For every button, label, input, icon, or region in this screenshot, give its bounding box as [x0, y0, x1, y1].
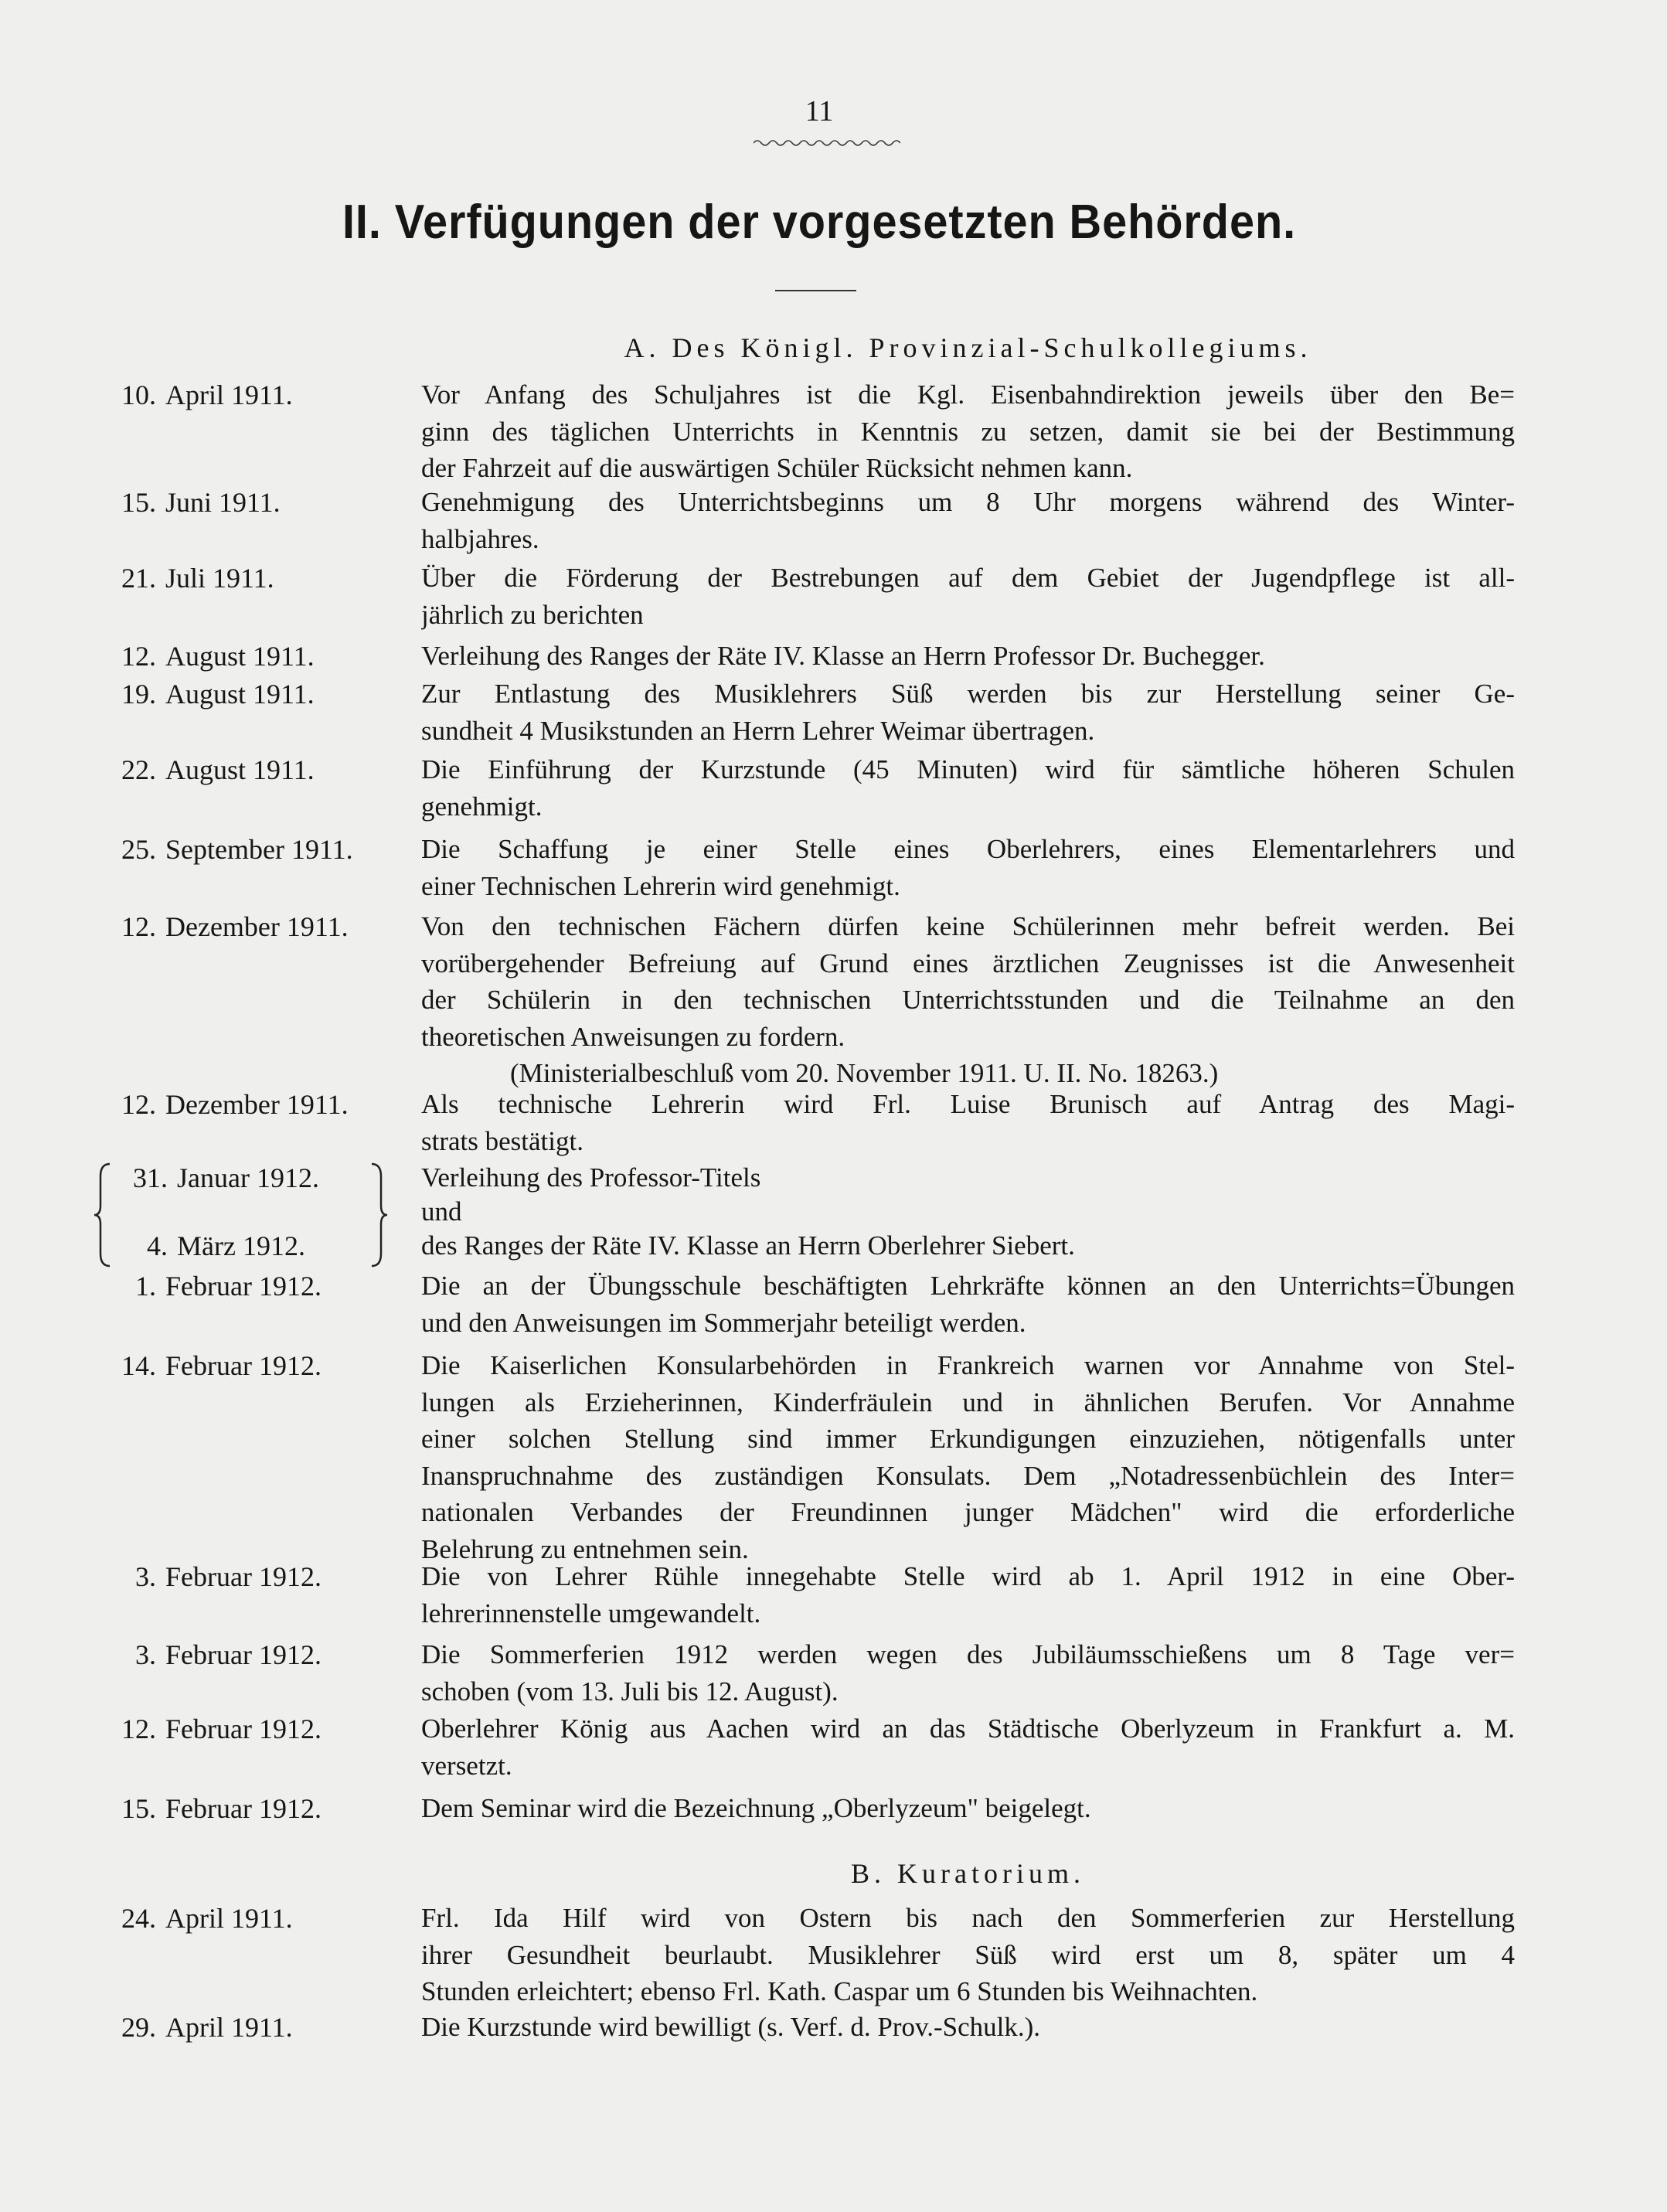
- entry-text-line: Zur Entlastung des Musiklehrers Süß werden bis zur Herstellung seiner Ge-: [421, 679, 1515, 709]
- date-day: 19.: [121, 679, 156, 710]
- page-number: 11: [805, 95, 834, 128]
- wavy-ornament: [754, 138, 900, 148]
- entry-text-line: genehmigt.: [421, 791, 543, 822]
- entry-text-line: und den Anweisungen im Sommerjahr beteiligt werden.: [421, 1307, 1026, 1338]
- date-day: 21.: [121, 563, 156, 594]
- entry-text-line: theoretischen Anweisungen zu fordern.: [421, 1021, 845, 1052]
- date-month: August 1911.: [165, 679, 315, 710]
- entry-date: [93, 831, 394, 868]
- entry-text-line: Vor Anfang des Schuljahres ist die Kgl. Eisenbahndirektion jeweils über den Be=: [421, 379, 1515, 410]
- date-month: April 1911.: [165, 1903, 293, 1934]
- entry-text-line: lungen als Erzieherinnen, Kinderfräulein und in ähnlichen Berufen. Vor Annahme: [421, 1387, 1515, 1417]
- date-day: 15.: [121, 487, 156, 518]
- title-divider: [775, 290, 856, 291]
- date-month: Dezember 1911.: [165, 1089, 349, 1120]
- entry-date: [93, 1636, 394, 1673]
- date-day: 31.: [133, 1162, 168, 1193]
- entry-text-line: der Fahrzeit auf die auswärtigen Schüler Rücksicht nehmen kann.: [421, 453, 1133, 483]
- entry-text-line: Oberlehrer König aus Aachen wird an das Städtische Oberlyzeum in Frankfurt a. M.: [421, 1713, 1515, 1744]
- date-day: 22.: [121, 754, 156, 785]
- entry-text-line: der Schülerin in den technischen Unterrichtsstunden und die Teilnahme an den: [421, 985, 1515, 1015]
- entry-text-line: jährlich zu berichten: [421, 599, 644, 630]
- entry-text-line: Verleihung des Ranges der Räte IV. Klasse an Herrn Professor Dr. Buchegger.: [421, 641, 1265, 671]
- entry-text-line: Die an der Übungsschule beschäftigten Lehrkräfte können an den Unterrichts=Übungen: [421, 1271, 1515, 1301]
- ministerial-note: (Ministerialbeschluß vom 20. November 1911. U. II. No. 18263.): [510, 1058, 1219, 1088]
- entry-text-line: nationalen Verbandes der Freundinnen junger Mädchen" wird die erforderliche: [421, 1497, 1515, 1527]
- entry-date: [93, 908, 394, 945]
- date-day: 1.: [135, 1271, 156, 1302]
- entry-date: [93, 376, 394, 413]
- date-day: 12.: [121, 911, 156, 942]
- entry-text-line: strats bestätigt.: [421, 1125, 583, 1156]
- date-month: Februar 1912.: [165, 1271, 321, 1302]
- date-day: 15.: [121, 1793, 156, 1824]
- date-day: 12.: [121, 1089, 156, 1120]
- entry-text-line: lehrerinnenstelle umgewandelt.: [421, 1598, 761, 1628]
- date-month: Februar 1912.: [165, 1793, 321, 1824]
- date-day: 12.: [121, 641, 156, 672]
- section-b-heading: B. Kuratorium.: [851, 1858, 1085, 1889]
- date-month: April 1911.: [165, 379, 293, 410]
- entry-text-line: und: [421, 1196, 462, 1227]
- entry-text-line: sundheit 4 Musikstunden an Herrn Lehrer Weimar übertragen.: [421, 715, 1095, 746]
- date-month: Juli 1911.: [165, 563, 274, 594]
- entry-date: [93, 638, 394, 675]
- entry-text-line: Die Kurzstunde wird bewilligt (s. Verf. d. Prov.-Schulk.).: [421, 2012, 1040, 2042]
- entry-date: [93, 1900, 394, 1937]
- date-month: Februar 1912.: [165, 1639, 321, 1670]
- left-brace-icon: [91, 1161, 114, 1269]
- entry-text-line: Die Sommerferien 1912 werden wegen des Jubiläumsschießens um 8 Tage ver=: [421, 1639, 1515, 1669]
- entry-text-line: Stunden erleichtert; ebenso Frl. Kath. Caspar um 6 Stunden bis Weihnachten.: [421, 1976, 1258, 2006]
- entry-text-line: Die Kaiserlichen Konsularbehörden in Frankreich warnen vor Annahme von Stel-: [421, 1350, 1515, 1380]
- entry-date: [93, 1268, 394, 1305]
- entry-text-line: Die Einführung der Kurzstunde (45 Minuten) wird für sämtliche höheren Schulen: [421, 754, 1515, 784]
- date-day: 3.: [135, 1639, 156, 1670]
- entry-text-line: Die Schaffung je einer Stelle eines Oberlehrers, eines Elementarlehrers und: [421, 834, 1515, 864]
- entry-text-line: vorübergehender Befreiung auf Grund eines ärztlichen Zeugnisses ist die Anwesenheit: [421, 948, 1515, 978]
- date-month: September 1911.: [165, 834, 353, 865]
- date-day: 10.: [121, 379, 156, 410]
- entry-text-line: Von den technischen Fächern dürfen keine Schülerinnen mehr befreit werden. Bei: [421, 911, 1515, 941]
- entry-text-line: ihrer Gesundheit beurlaubt. Musiklehrer Süß wird erst um 8, später um 4: [421, 1939, 1515, 1970]
- date-month: April 1911.: [165, 2012, 293, 2043]
- entry-date: [104, 1159, 406, 1196]
- date-day: 14.: [121, 1350, 156, 1381]
- entry-text-line: einer solchen Stellung sind immer Erkundigungen einzuziehen, nötigenfalls unter: [421, 1424, 1515, 1454]
- entry-text-line: des Ranges der Räte IV. Klasse an Herrn Oberlehrer Siebert.: [421, 1230, 1075, 1261]
- entry-date: [93, 1558, 394, 1595]
- date-month: Februar 1912.: [165, 1350, 321, 1381]
- entry-date: [93, 751, 394, 788]
- date-month: August 1911.: [165, 754, 315, 785]
- date-month: Februar 1912.: [165, 1561, 321, 1592]
- entry-text-line: schoben (vom 13. Juli bis 12. August).: [421, 1676, 839, 1707]
- date-month: Januar 1912.: [177, 1162, 319, 1193]
- date-month: Februar 1912.: [165, 1713, 321, 1744]
- date-day: 24.: [121, 1903, 156, 1934]
- entry-date: [93, 1710, 394, 1747]
- entry-text-line: halbjahres.: [421, 523, 539, 554]
- entry-date: [104, 1227, 406, 1264]
- entry-text-line: Dem Seminar wird die Bezeichnung „Oberlyzeum" beigelegt.: [421, 1793, 1091, 1823]
- entry-text-line: Verleihung des Professor-Titels: [421, 1162, 761, 1193]
- entry-text-line: Genehmigung des Unterrichtsbeginns um 8 Uhr morgens während des Winter-: [421, 487, 1515, 517]
- entry-text-line: Die von Lehrer Rühle innegehabte Stelle wird ab 1. April 1912 in eine Ober-: [421, 1561, 1515, 1591]
- entry-date: [93, 2009, 394, 2046]
- entry-text-line: Belehrung zu entnehmen sein.: [421, 1533, 749, 1564]
- date-month: Dezember 1911.: [165, 911, 349, 942]
- entry-date: [93, 1086, 394, 1123]
- entry-date: [93, 1347, 394, 1384]
- entry-date: [93, 560, 394, 597]
- entry-text-line: Inanspruchnahme des zuständigen Konsulats. Dem „Notadressenbüchlein des Inter=: [421, 1460, 1515, 1491]
- date-day: 29.: [121, 2012, 156, 2043]
- entry-text-line: einer Technischen Lehrerin wird genehmigt.: [421, 870, 900, 901]
- date-month: Juni 1911.: [165, 487, 281, 518]
- right-brace-icon: [367, 1161, 390, 1269]
- date-day: 3.: [135, 1561, 156, 1592]
- entry-date: [93, 1790, 394, 1827]
- date-month: März 1912.: [177, 1230, 305, 1261]
- entry-text-line: Als technische Lehrerin wird Frl. Luise Brunisch auf Antrag des Magi-: [421, 1089, 1515, 1119]
- entry-text-line: Über die Förderung der Bestrebungen auf dem Gebiet der Jugendpflege ist all-: [421, 563, 1515, 593]
- date-day: 12.: [121, 1713, 156, 1744]
- entry-text-line: versetzt.: [421, 1750, 512, 1781]
- date-day: 25.: [121, 834, 156, 865]
- page-title: II. Verfügungen der vorgesetzten Behörden.: [342, 196, 1297, 249]
- entry-date: [93, 484, 394, 521]
- date-day: 4.: [147, 1230, 168, 1261]
- date-month: August 1911.: [165, 641, 315, 672]
- entry-text-line: ginn des täglichen Unterrichts in Kenntnis zu setzen, damit sie bei der Bestimmung: [421, 416, 1515, 447]
- section-a-heading: A. Des Königl. Provinzial-Schulkollegiums.: [624, 332, 1312, 363]
- entry-date: [93, 676, 394, 713]
- entry-text-line: Frl. Ida Hilf wird von Ostern bis nach den Sommerferien zur Herstellung: [421, 1903, 1515, 1933]
